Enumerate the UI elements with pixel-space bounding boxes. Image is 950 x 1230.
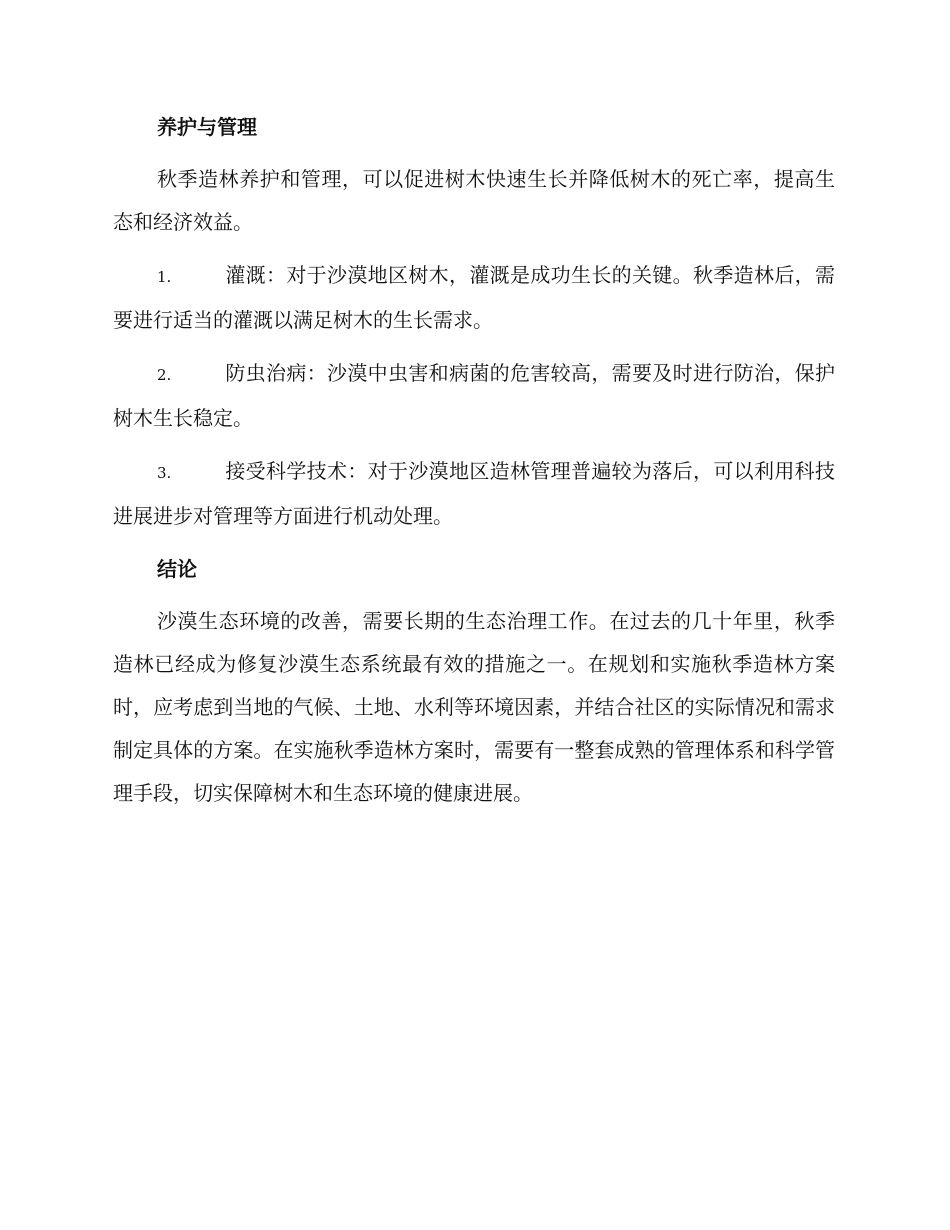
- list-item-irrigation: [113, 254, 835, 342]
- list-item-text: 防虫治病：沙漠中虫害和病菌的危害较高，需要及时进行防治，保护树木生长稳定。: [113, 361, 835, 430]
- section-heading-conclusion: 结论: [157, 557, 197, 581]
- list-item-pest-control: [113, 352, 835, 440]
- list-item-number: 1.: [157, 268, 172, 286]
- conclusion-paragraph: 沙漠生态环境的改善，需要长期的生态治理工作。在过去的几十年里，秋季造林已经成为修复沙漠生态系统最有效的措施之一。在规划和实施秋季造林方案时，应考虑到当地的气候、土地、水利等环境因素，并结合社区的实际情况和需求制定具体的方案。在实施秋季造林方案时，需要有一整套成熟的管理体系和科学管理手段，切实保障树木和生态环境的健康进展。: [113, 609, 835, 805]
- list-item-text: 灌溉：对于沙漠地区树木，灌溉是成功生长的关键。秋季造林后，需要进行适当的灌溉以满足树木的生长需求。: [113, 263, 835, 332]
- intro-paragraph: 秋季造林养护和管理，可以促进树木快速生长并降低树木的死亡率，提高生态和经济效益。: [113, 167, 835, 234]
- list-item-text: 接受科学技术：对于沙漠地区造林管理普遍较为落后，可以利用科技进展进步对管理等方面进行机动处理。: [113, 459, 835, 528]
- list-item-number: 2.: [157, 366, 172, 384]
- section-heading-care: 养护与管理: [157, 115, 257, 139]
- document-page: [113, 108, 835, 825]
- list-item-technology: [113, 450, 835, 538]
- list-item-number: 3.: [157, 464, 172, 482]
